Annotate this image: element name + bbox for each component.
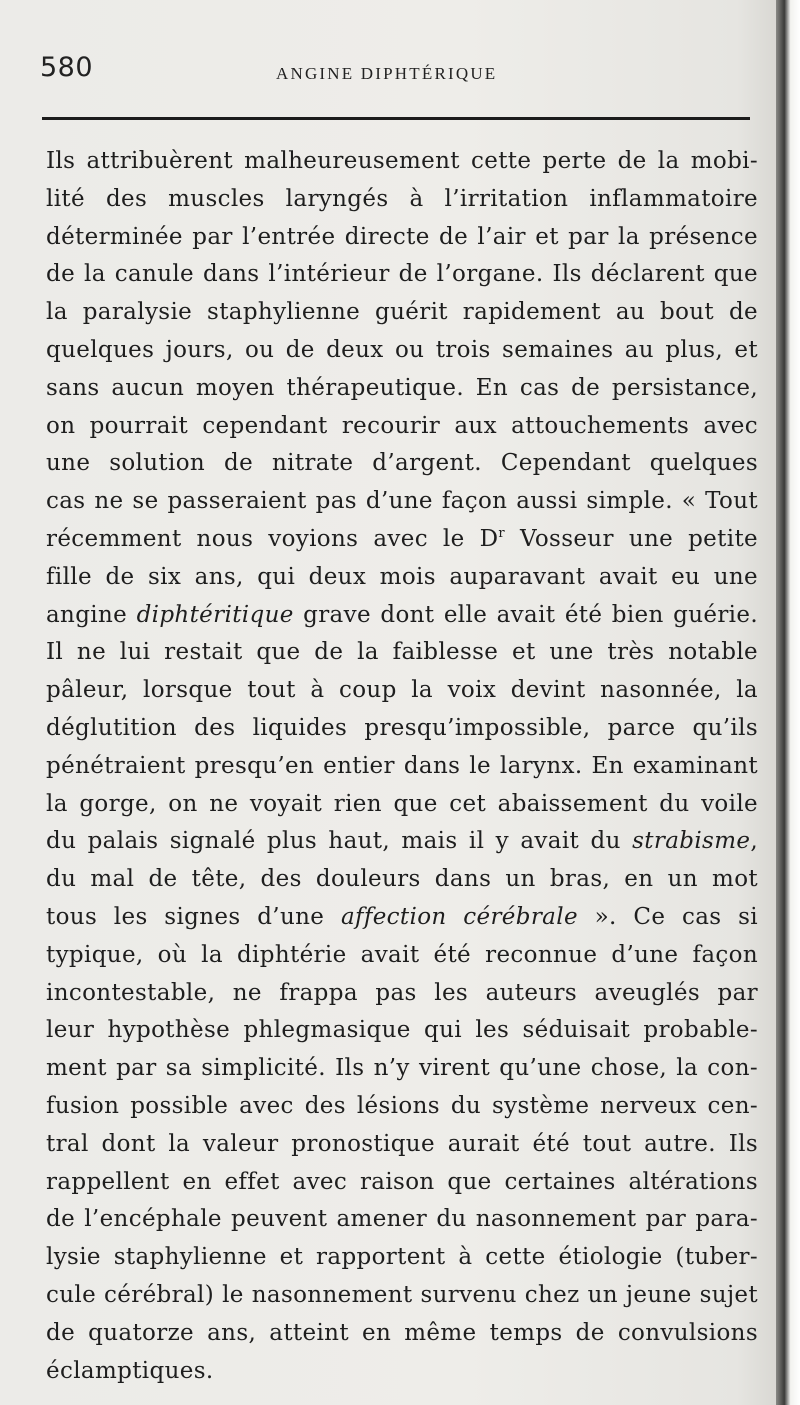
text-segment: récemment nous voyions avec le D	[46, 525, 499, 552]
body-text	[46, 143, 758, 1390]
italic-term: affection cérébrale	[340, 903, 578, 930]
text-segment: ,	[750, 828, 758, 855]
text-line	[46, 521, 758, 559]
text-line: du mal de tête, des douleurs dans un bras, en un mot	[46, 866, 758, 893]
text-line: pénétraient presqu’en entier dans le larynx. En examinant	[46, 752, 758, 779]
text-segment: du palais signalé plus haut, mais il y avait du	[46, 828, 633, 855]
text-line: sans aucun moyen thérapeutique. En cas de persistance,	[46, 374, 758, 401]
italic-term: strabisme	[632, 828, 751, 855]
text-line: tral dont la valeur pronostique aurait été tout autre. Ils	[46, 1130, 758, 1157]
text-line: pâleur, lorsque tout à coup la voix devint nasonnée, la	[46, 677, 758, 704]
running-head: ANGINE DIPHTÉRIQUE	[276, 64, 498, 83]
text-line: la gorge, on ne voyait rien que cet abaissement du voile	[46, 790, 758, 817]
text-line: leur hypothèse phlegmasique qui les séduisait probable-	[46, 1017, 758, 1044]
page-binding-edge	[776, 0, 800, 1405]
text-line: de l’encéphale peuvent amener du nasonnement par para-	[46, 1206, 758, 1233]
text-line: ment par sa simplicité. Ils n’y virent qu’une chose, la con-	[46, 1055, 758, 1082]
text-line: Ils attribuèrent malheureusement cette perte de la mobi-	[46, 148, 758, 174]
text-segment: tous les signes d’une	[46, 903, 341, 930]
page-number: 580	[40, 52, 94, 83]
text-line: on pourrait cependant recourir aux attouchements avec	[46, 412, 758, 439]
text-segment: grave dont elle avait été bien guérie.	[293, 601, 758, 628]
text-segment: angine	[46, 601, 137, 628]
text-line: Il ne lui restait que de la faiblesse et une très notable	[46, 639, 758, 666]
text-line: cule cérébral) le nasonnement survenu chez un jeune sujet	[46, 1281, 758, 1308]
text-line: déglutition des liquides presqu’impossible, parce qu’ils	[46, 714, 758, 741]
text-line: quelques jours, ou de deux ou trois semaines au plus, et	[46, 336, 758, 363]
text-line: éclamptiques.	[46, 1357, 214, 1384]
text-line: une solution de nitrate d’argent. Cependant quelques	[46, 450, 758, 477]
text-line	[46, 899, 758, 937]
text-line: typique, où la diphtérie avait été reconnue d’une façon	[46, 941, 758, 968]
superscript: r	[498, 525, 505, 541]
page-header	[40, 52, 750, 92]
text-segment: ». Ce cas si	[577, 903, 758, 930]
italic-term: diphtéritique	[136, 601, 294, 628]
text-line: incontestable, ne frappa pas les auteurs aveuglés par	[46, 979, 758, 1006]
text-line: déterminée par l’entrée directe de l’air et par la présence	[46, 223, 758, 250]
text-line: rappellent en effet avec raison que certaines altérations	[46, 1168, 758, 1195]
text-line: lysie staphylienne et rapportent à cette étiologie (tuber-	[46, 1244, 758, 1271]
text-line: fusion possible avec des lésions du système nerveux cen-	[46, 1092, 758, 1119]
text-line	[46, 597, 758, 635]
text-line: de la canule dans l’intérieur de l’organe. Ils déclarent que	[46, 261, 758, 288]
text-line: la paralysie staphylienne guérit rapidement au bout de	[46, 299, 758, 326]
text-line: lité des muscles laryngés à l’irritation inflammatoire	[46, 185, 758, 212]
text-segment: Vosseur une petite	[504, 525, 758, 552]
text-line	[46, 823, 758, 861]
text-line: cas ne se passeraient pas d’une façon aussi simple. « Tout	[46, 488, 758, 515]
header-rule	[42, 117, 750, 120]
text-line: de quatorze ans, atteint en même temps de convulsions	[46, 1319, 758, 1346]
text-line: fille de six ans, qui deux mois auparavant avait eu une	[46, 563, 758, 590]
